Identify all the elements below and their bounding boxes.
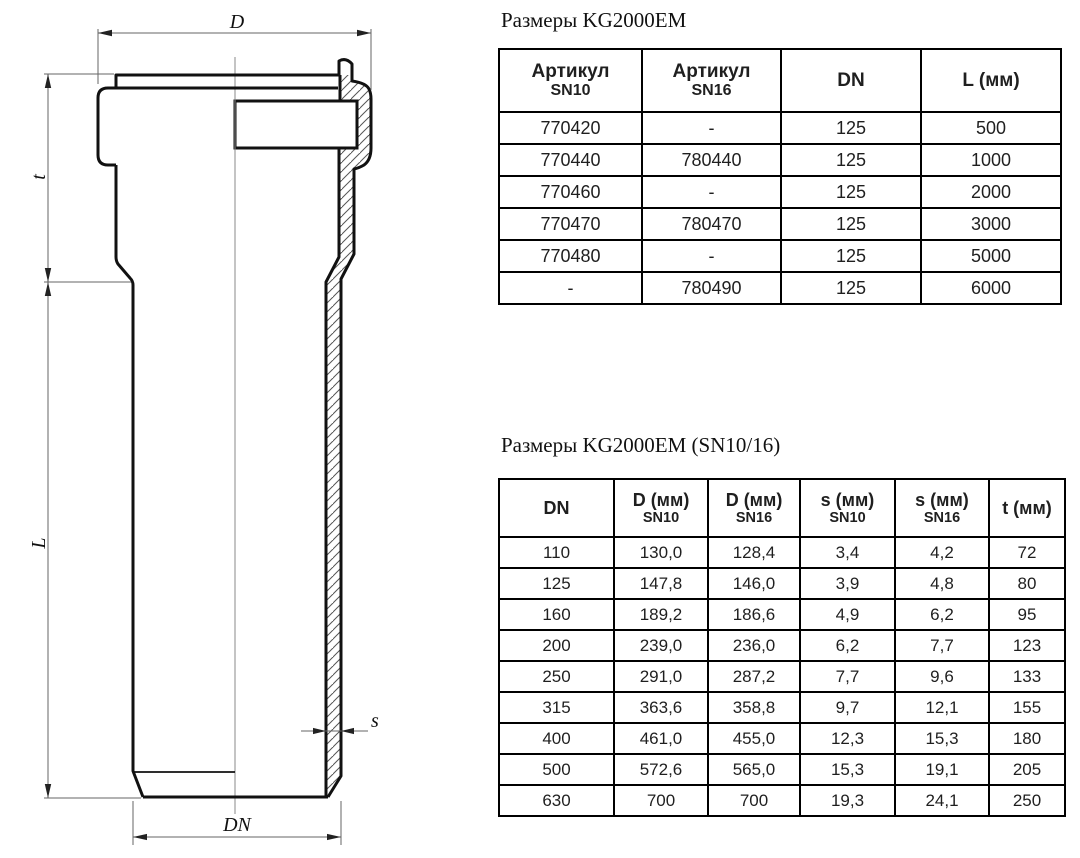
table2-header-2-line2: SN16	[735, 510, 773, 527]
table2-row-0	[499, 537, 1065, 568]
table2-header-2	[708, 479, 800, 537]
table2-cell-r7c5: 205	[989, 754, 1065, 785]
table2-cell-r1c3: 3,9	[800, 568, 895, 599]
table2-cell-r3c3: 6,2	[800, 630, 895, 661]
dimension-arrows	[45, 30, 371, 840]
pipe-drawing-svg	[0, 0, 480, 858]
table1-cell-r3c1: 780470	[642, 208, 781, 240]
table2-cell-r0c4: 4,2	[895, 537, 989, 568]
table2-cell-r3c1: 239,0	[614, 630, 708, 661]
table1-cell-r3c0: 770470	[499, 208, 642, 240]
gasket-seal-section	[235, 101, 357, 148]
table2-cell-r5c4: 12,1	[895, 692, 989, 723]
section-hatch	[326, 75, 371, 796]
table1-row-1	[499, 144, 1061, 176]
table2-cell-r1c5: 80	[989, 568, 1065, 599]
table2-cell-r5c2: 358,8	[708, 692, 800, 723]
table2-header-1-line1: D (мм)	[632, 489, 690, 510]
table1-row-0	[499, 112, 1061, 144]
table2-cell-r6c0: 400	[499, 723, 614, 754]
table2-title: Размеры KG2000EM (SN10/16)	[501, 433, 781, 457]
table2-cell-r4c2: 287,2	[708, 661, 800, 692]
table1-cell-r4c3: 5000	[921, 240, 1061, 272]
table1-cell-r2c0: 770460	[499, 176, 642, 208]
table2-cell-r8c5: 250	[989, 785, 1065, 816]
table1-cell-r3c2: 125	[781, 208, 921, 240]
pipe-drawing	[0, 0, 480, 858]
table1-cell-r2c3: 2000	[921, 176, 1061, 208]
table1-cell-r0c1: -	[642, 112, 781, 144]
table2-cell-r0c1: 130,0	[614, 537, 708, 568]
table2-cell-r2c0: 160	[499, 599, 614, 630]
table2-cell-r1c0: 125	[499, 568, 614, 599]
table2-cell-r6c1: 461,0	[614, 723, 708, 754]
table2-cell-r0c5: 72	[989, 537, 1065, 568]
table2-header-4-line2: SN16	[923, 510, 961, 527]
table2-header-1	[614, 479, 708, 537]
table2-cell-r6c2: 455,0	[708, 723, 800, 754]
table1-cell-r1c0: 770440	[499, 144, 642, 176]
table2-header-4	[895, 479, 989, 537]
dimension-lines	[44, 29, 371, 845]
table2-cell-r1c1: 147,8	[614, 568, 708, 599]
table2-cell-r0c2: 128,4	[708, 537, 800, 568]
table1-header-2	[781, 49, 921, 112]
table2-cell-r7c1: 572,6	[614, 754, 708, 785]
table2-row-3	[499, 630, 1065, 661]
table1-header-1-line1: Артикул	[672, 60, 751, 82]
articles-dimensions-table	[498, 48, 1062, 305]
table1-cell-r5c2: 125	[781, 272, 921, 304]
table2-cell-r0c0: 110	[499, 537, 614, 568]
dimension-label-l: L	[28, 537, 50, 549]
table2-row-2	[499, 599, 1065, 630]
table1-cell-r1c3: 1000	[921, 144, 1061, 176]
table1-cell-r0c2: 125	[781, 112, 921, 144]
dimension-label-s: s	[371, 710, 379, 732]
table1-row-3	[499, 208, 1061, 240]
table1-title: Размеры KG2000EM	[501, 8, 687, 32]
table2-cell-r2c5: 95	[989, 599, 1065, 630]
table1-header-0-line2: SN10	[550, 82, 591, 100]
dimension-label-t: t	[28, 174, 50, 180]
table2-cell-r4c5: 133	[989, 661, 1065, 692]
table1-header-3-line1: L (мм)	[962, 69, 1020, 91]
table1-cell-r5c3: 6000	[921, 272, 1061, 304]
table2-cell-r4c0: 250	[499, 661, 614, 692]
table2-cell-r5c3: 9,7	[800, 692, 895, 723]
table2-header-3	[800, 479, 895, 537]
table2-cell-r3c2: 236,0	[708, 630, 800, 661]
dimension-label-d: D	[229, 11, 245, 33]
dimension-label-dn: DN	[223, 814, 251, 836]
table1-cell-r4c1: -	[642, 240, 781, 272]
table2-cell-r3c0: 200	[499, 630, 614, 661]
table2-header-0	[499, 479, 614, 537]
table2-header-3-line1: s (мм)	[820, 489, 875, 510]
table1-cell-r0c0: 770420	[499, 112, 642, 144]
table1-header-2-line1: DN	[837, 69, 865, 91]
table2-row-1	[499, 568, 1065, 599]
table1-cell-r5c1: 780490	[642, 272, 781, 304]
table2-row-6	[499, 723, 1065, 754]
table2-cell-r5c5: 155	[989, 692, 1065, 723]
table1-header-1	[642, 49, 781, 112]
table1-cell-r1c1: 780440	[642, 144, 781, 176]
table1-header-0	[499, 49, 642, 112]
table2-cell-r7c0: 500	[499, 754, 614, 785]
table2-cell-r2c4: 6,2	[895, 599, 989, 630]
table1-cell-r5c0: -	[499, 272, 642, 304]
table2-row-7	[499, 754, 1065, 785]
table1-cell-r0c3: 500	[921, 112, 1061, 144]
table1-row-4	[499, 240, 1061, 272]
table2-cell-r8c2: 700	[708, 785, 800, 816]
table2-cell-r2c1: 189,2	[614, 599, 708, 630]
table1-row-2	[499, 176, 1061, 208]
table2-cell-r2c2: 186,6	[708, 599, 800, 630]
table1-cell-r4c0: 770480	[499, 240, 642, 272]
table2-header-5	[989, 479, 1065, 537]
table2-header-5-line1: t (мм)	[1002, 497, 1052, 518]
table2-cell-r2c3: 4,9	[800, 599, 895, 630]
table2-row-8	[499, 785, 1065, 816]
table2-header-row	[499, 479, 1065, 537]
table2-header-0-line1: DN	[543, 497, 570, 518]
table1-header-1-line2: SN16	[691, 82, 732, 100]
table1-header-0-line1: Артикул	[531, 60, 610, 82]
table2-cell-r6c5: 180	[989, 723, 1065, 754]
table2-cell-r8c0: 630	[499, 785, 614, 816]
table2-cell-r6c4: 15,3	[895, 723, 989, 754]
table2-cell-r7c2: 565,0	[708, 754, 800, 785]
table2-cell-r6c3: 12,3	[800, 723, 895, 754]
table2-cell-r5c0: 315	[499, 692, 614, 723]
table2-header-2-line1: D (мм)	[725, 489, 783, 510]
table1-row-5	[499, 272, 1061, 304]
table2-cell-r7c3: 15,3	[800, 754, 895, 785]
table1-cell-r2c2: 125	[781, 176, 921, 208]
pipe-dimensions-table	[498, 478, 1066, 817]
table1-cell-r4c2: 125	[781, 240, 921, 272]
table2-cell-r4c4: 9,6	[895, 661, 989, 692]
table2-header-4-line1: s (мм)	[915, 489, 969, 510]
table2-cell-r1c2: 146,0	[708, 568, 800, 599]
table2-row-4	[499, 661, 1065, 692]
table2-cell-r3c5: 123	[989, 630, 1065, 661]
table2-cell-r0c3: 3,4	[800, 537, 895, 568]
table2-cell-r1c4: 4,8	[895, 568, 989, 599]
table2-header-3-line2: SN10	[829, 510, 866, 527]
table2-cell-r8c3: 19,3	[800, 785, 895, 816]
table2-cell-r4c3: 7,7	[800, 661, 895, 692]
table2-row-5	[499, 692, 1065, 723]
table2-header-1-line2: SN10	[642, 510, 680, 527]
table1-cell-r1c2: 125	[781, 144, 921, 176]
table2-cell-r5c1: 363,6	[614, 692, 708, 723]
table1-cell-r2c1: -	[642, 176, 781, 208]
table1-header-row	[499, 49, 1061, 112]
table2-cell-r8c1: 700	[614, 785, 708, 816]
table2-cell-r3c4: 7,7	[895, 630, 989, 661]
table1-header-3	[921, 49, 1061, 112]
table1-cell-r3c3: 3000	[921, 208, 1061, 240]
table2-cell-r7c4: 19,1	[895, 754, 989, 785]
table2-cell-r4c1: 291,0	[614, 661, 708, 692]
table2-cell-r8c4: 24,1	[895, 785, 989, 816]
